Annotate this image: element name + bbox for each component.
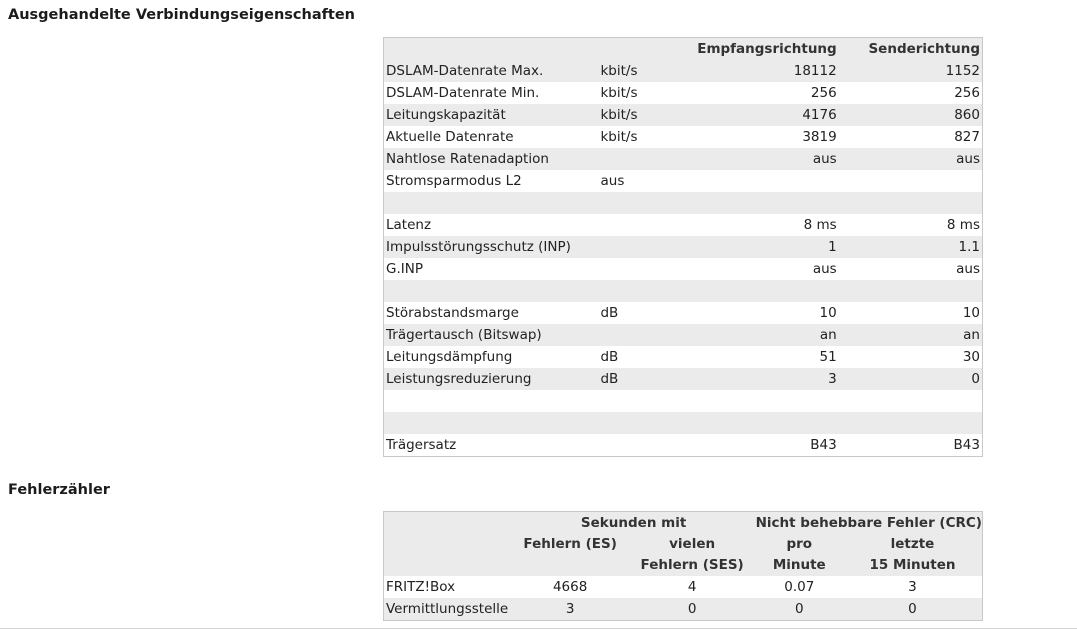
header-es: Fehlern (ES)	[523, 536, 617, 552]
table-row	[384, 104, 983, 126]
row-receive-value: 256	[810, 85, 837, 101]
row-label	[384, 280, 599, 302]
table-row	[384, 368, 983, 390]
row-send-value	[837, 412, 983, 434]
row-unit	[598, 434, 695, 457]
row-send-value: 1.1	[958, 239, 980, 255]
row-ses: 0	[687, 601, 697, 617]
section-title-error-counter: Fehlerzähler	[8, 482, 110, 498]
header-empty	[384, 512, 512, 535]
header-ses-line2: Fehlern (SES)	[640, 557, 744, 573]
header-per-minute-line1: pro	[786, 536, 813, 552]
row-es: 3	[565, 601, 575, 617]
row-unit	[598, 192, 695, 214]
error-header-row-groups	[384, 512, 983, 535]
table-row	[384, 280, 983, 302]
row-label: Latenz	[386, 217, 432, 233]
row-unit	[598, 390, 695, 412]
row-send-value: 860	[954, 107, 980, 123]
header-empty	[384, 554, 512, 576]
row-label: Leistungsreduzierung	[386, 371, 532, 387]
row-send-value: an	[963, 327, 980, 343]
row-label	[384, 390, 599, 412]
error-header-row-sub	[384, 534, 983, 554]
table-row	[384, 346, 983, 368]
row-unit: kbit/s	[600, 63, 638, 79]
row-label: FRITZ!Box	[386, 579, 456, 595]
row-receive-value	[695, 192, 836, 214]
table-row	[384, 148, 983, 170]
row-receive-value: 1	[828, 239, 837, 255]
row-unit: kbit/s	[600, 129, 638, 145]
row-unit: kbit/s	[600, 85, 638, 101]
row-label: Impulsstörungsschutz (INP)	[386, 239, 571, 255]
table-row	[384, 434, 983, 457]
row-receive-value	[695, 412, 836, 434]
row-send-value	[837, 280, 983, 302]
bottom-divider	[0, 628, 1077, 629]
row-unit	[598, 236, 695, 258]
row-receive-value: 4176	[802, 107, 837, 123]
header-ses-line1: vielen	[669, 536, 716, 552]
row-send-value: 30	[962, 349, 980, 365]
row-receive-value: aus	[812, 261, 837, 277]
header-empty	[512, 554, 629, 576]
table-row	[384, 60, 983, 82]
row-send-value: 10	[962, 305, 980, 321]
header-last-15-line1: letzte	[890, 536, 935, 552]
row-send-value: aus	[956, 261, 980, 277]
table-row	[384, 214, 983, 236]
row-unit	[598, 280, 695, 302]
table-row	[384, 126, 983, 148]
row-label: Stromsparmodus L2	[386, 173, 522, 189]
row-unit	[598, 148, 695, 170]
row-label: Störabstandsmarge	[386, 305, 519, 321]
row-label: DSLAM-Datenrate Min.	[386, 85, 540, 101]
row-send-value: B43	[953, 437, 980, 453]
row-receive-value: 10	[819, 305, 837, 321]
row-unit: kbit/s	[600, 107, 638, 123]
header-receive-direction: Empfangsrichtung	[697, 41, 837, 57]
row-receive-value: aus	[812, 151, 837, 167]
row-receive-value: 3819	[802, 129, 837, 145]
row-unit	[598, 258, 695, 280]
header-empty	[384, 534, 512, 554]
header-group-crc: Nicht behebbare Fehler (CRC)	[755, 515, 982, 531]
row-send-value	[837, 192, 983, 214]
row-receive-value	[695, 170, 836, 192]
row-es: 4668	[552, 579, 588, 595]
row-label: Nahtlose Ratenadaption	[386, 151, 549, 167]
row-receive-value	[695, 280, 836, 302]
error-counter-table	[383, 511, 983, 621]
row-send-value	[837, 170, 983, 192]
header-label	[384, 38, 599, 61]
row-label: DSLAM-Datenrate Max.	[386, 63, 544, 79]
row-receive-value: an	[819, 327, 837, 343]
row-unit	[598, 412, 695, 434]
row-send-value: 827	[954, 129, 980, 145]
row-receive-value: 18112	[793, 63, 837, 79]
row-crc-last-15-minutes: 3	[908, 579, 917, 595]
row-receive-value: B43	[810, 437, 837, 453]
table-row	[384, 412, 983, 434]
table-row	[384, 82, 983, 104]
table-row	[384, 258, 983, 280]
row-send-value: 8 ms	[946, 217, 980, 233]
row-receive-value: 51	[819, 349, 837, 365]
row-unit: dB	[600, 349, 619, 365]
row-label: Leitungsdämpfung	[386, 349, 513, 365]
row-unit	[598, 214, 695, 236]
table-row	[384, 170, 983, 192]
row-receive-value: 3	[828, 371, 837, 387]
table-row	[384, 598, 983, 621]
row-unit: dB	[600, 371, 619, 387]
table-row	[384, 236, 983, 258]
row-label: Trägersatz	[386, 437, 457, 453]
header-last-15-line2: 15 Minuten	[869, 557, 956, 573]
error-header-row-sub2	[384, 554, 983, 576]
row-crc-per-minute: 0	[794, 601, 804, 617]
header-unit	[598, 38, 695, 61]
row-send-value	[837, 390, 983, 412]
row-ses: 4	[687, 579, 697, 595]
row-receive-value	[695, 390, 836, 412]
row-send-value: 256	[954, 85, 980, 101]
row-label	[384, 412, 599, 434]
header-send-direction: Senderichtung	[868, 41, 980, 57]
table-row	[384, 324, 983, 346]
row-crc-per-minute: 0.07	[784, 579, 815, 595]
header-per-minute-line2: Minute	[772, 557, 826, 573]
row-label: Vermittlungsstelle	[386, 601, 509, 617]
row-send-value: 1152	[945, 63, 980, 79]
row-send-value: aus	[956, 151, 980, 167]
connection-properties-table	[383, 37, 983, 457]
table-row	[384, 390, 983, 412]
row-send-value: 0	[971, 371, 980, 387]
row-label: Trägertausch (Bitswap)	[386, 327, 542, 343]
row-crc-last-15-minutes: 0	[908, 601, 917, 617]
table-header-row	[384, 38, 983, 61]
header-group-seconds: Sekunden mit	[580, 515, 687, 531]
row-unit	[598, 324, 695, 346]
table-row	[384, 576, 983, 598]
row-label: G.INP	[386, 261, 423, 277]
section-title-connection-properties: Ausgehandelte Verbindungseigenschaften	[8, 7, 356, 23]
row-receive-value: 8 ms	[803, 217, 837, 233]
row-label: Aktuelle Datenrate	[386, 129, 514, 145]
row-label	[384, 192, 599, 214]
table-row	[384, 302, 983, 324]
row-unit: dB	[600, 305, 619, 321]
table-row	[384, 192, 983, 214]
row-unit: aus	[600, 173, 625, 189]
row-label: Leitungskapazität	[386, 107, 506, 123]
